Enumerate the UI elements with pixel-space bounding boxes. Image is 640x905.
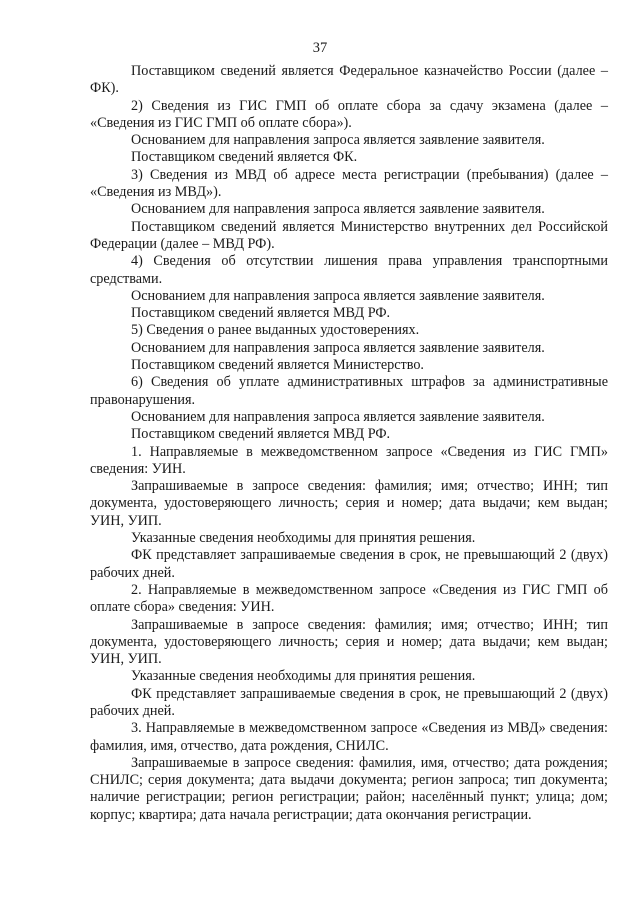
paragraph: Основанием для направления запроса является заявление заявителя. <box>131 339 545 356</box>
paragraph: Основанием для направления запроса является заявление заявителя. <box>131 201 545 218</box>
paragraph: Запрашиваемые в запросе сведения: фамилия, имя, отчество; дата рождения; СНИЛС; серия документа; дата выдачи документа; регион запроса; тип документа; наличие регистрации; регион регистрации; район; населённый пункт; улица; дом; корпус; квартира; дата начала регистрации; дата окончания регистрации. <box>90 754 608 823</box>
paragraph: Поставщиком сведений является Министерство внутренних дел Российской Федерации (далее – МВД РФ). <box>90 218 608 252</box>
paragraph: ФК представляет запрашиваемые сведения в срок, не превышающий 2 (двух) рабочих дней. <box>90 685 608 719</box>
paragraph: Основанием для направления запроса является заявление заявителя. <box>131 132 545 149</box>
paragraph: ФК представляет запрашиваемые сведения в срок, не превышающий 2 (двух) рабочих дней. <box>90 547 608 581</box>
paragraph: 5) Сведения о ранее выданных удостоверениях. <box>131 322 420 339</box>
paragraph: Указанные сведения необходимы для принятия решения. <box>131 668 476 685</box>
paragraph: 1. Направляемые в межведомственном запросе «Сведения из ГИС ГМП» сведения: УИН. <box>90 443 608 477</box>
paragraph: 2) Сведения из ГИС ГМП об оплате сбора за сдачу экзамена (далее – «Сведения из ГИС ГМП об оплате сбора»). <box>90 97 608 131</box>
paragraph: 3. Направляемые в межведомственном запросе «Сведения из МВД» сведения: фамилия, имя, отчество, дата рождения, СНИЛС. <box>90 720 608 754</box>
paragraph: Поставщиком сведений является МВД РФ. <box>131 305 391 322</box>
paragraph: 3) Сведения из МВД об адресе места регистрации (пребывания) (далее – «Сведения из МВД»). <box>90 166 608 201</box>
paragraph: Поставщиком сведений является ФК. <box>131 149 358 166</box>
paragraph: 6) Сведения об уплате административных штрафов за административные правонарушения. <box>90 374 608 408</box>
paragraph: Поставщиком сведений является Федеральное казначейство России (далее – ФК). <box>90 63 608 97</box>
paragraph: Основанием для направления запроса является заявление заявителя. <box>131 287 545 304</box>
paragraph: Запрашиваемые в запросе сведения: фамилия; имя; отчество; ИНН; тип документа, удостоверяющего личность; серия и номер; дата выдачи; кем выдан; УИН, УИП. <box>90 616 608 668</box>
paragraph: Поставщиком сведений является Министерство. <box>131 357 424 374</box>
paragraph: Указанные сведения необходимы для принятия решения. <box>131 530 476 547</box>
paragraph: 2. Направляемые в межведомственном запросе «Сведения из ГИС ГМП об оплате сбора» сведения: УИН. <box>90 581 608 616</box>
paragraph: 4) Сведения об отсутствии лишения права управления транспортными средствами. <box>90 253 608 287</box>
paragraph: Запрашиваемые в запросе сведения: фамилия; имя; отчество; ИНН; тип документа, удостоверяющего личность; серия и номер; дата выдачи; кем выдан; УИН, УИП. <box>90 478 608 529</box>
paragraph: Основанием для направления запроса является заявление заявителя. <box>131 408 545 425</box>
document-body <box>90 63 608 824</box>
page-number: 37 <box>312 40 328 56</box>
paragraph: Поставщиком сведений является МВД РФ. <box>131 426 391 443</box>
